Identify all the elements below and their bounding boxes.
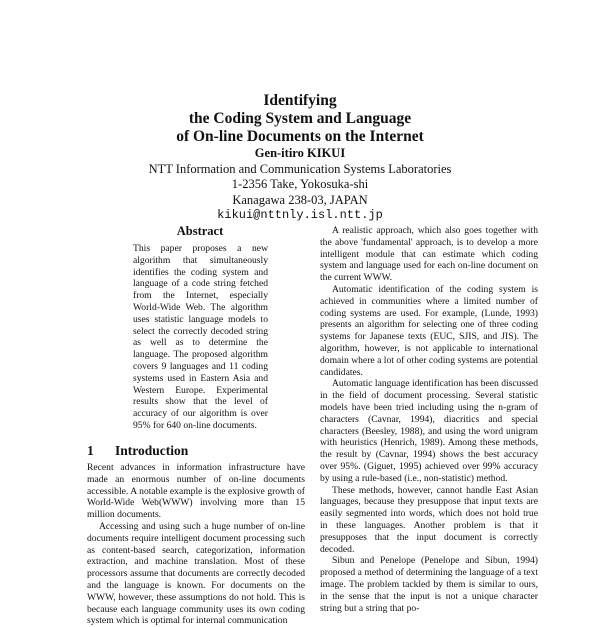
introduction-text — [87, 462, 305, 627]
right-paragraph-4: These methods, however, cannot handle East Asian languages, because they presuppose that input texts are easily segmented into words, which does not hold true in these languages. Another problem is that it presupposes that the input document is correctly decoded. — [320, 484, 538, 555]
author-name: Gen-itiro KIKUI — [254, 146, 346, 160]
right-column-text — [320, 225, 538, 614]
section-title: Introduction — [115, 443, 189, 458]
intro-paragraph-2: Accessing and using such a huge number of on-line documents require intelligent document processing such as content-based search, categorization, information extraction, and machine translation. Most of these processors assume that documents are correctly decoded and the language is known. For documents on the WWW, however, these assumptions do not hold. This is because each language community uses its own coding system which is optimal for internal communication — [87, 520, 305, 627]
right-paragraph-5: Sibun and Penelope (Penelope and Sibun, 1994) proposed a method of determining the language of a text image. The problem tackled by them is similar to ours, in the sense that the input is not a unique character string but a string that po- — [320, 555, 538, 614]
author-affiliation: NTT Information and Communication Systems Laboratories — [148, 161, 452, 176]
intro-paragraph-1: Recent advances in information infrastructure have made an enormous number of on-line documents accessible. A notable example is the explosive growth of World-Wide Web(WWW) involving more than 15 million documents. — [87, 462, 305, 521]
author-address-line-2: Kanagawa 238-03, JAPAN — [232, 192, 368, 207]
right-paragraph-2: Automatic identification of the coding system is achieved in communities where a limited number of coding systems are used. For example, (Lunde, 1993) presents an algorithm for selecting one of three coding systems for Japanese texts (EUC, SJIS, and JIS). The algorithm, however, is not applicable to international domain where a lot of other coding systems are potential candidates. — [320, 283, 538, 378]
paper-title — [0, 92, 600, 146]
right-paragraph-3: Automatic language identification has been discussed in the field of document processing. Several statistic models have been tried including using the n-gram of characters (Cavnar, 1994), diacritics and special characters (Beesley, 1988), and using the word unigram with heuristics (Henrich, 1989). Among these methods, the result by (Cavnar, 1994) shows the best accuracy over 95%. (Giguet, 1995) achieved over 99% accuracy by using a rule-based (i.e., non-statistic) method. — [320, 378, 538, 484]
abstract-body: This paper proposes a new algorithm that simultaneously identifies the coding system and language of a code string fetched from the Internet, especially World-Wide Web. The algorithm uses statistic language models to select the correctly decoded string as well as to determine the language. The proposed algorithm covers 9 languages and 11 coding systems used in Eastern Asia and Western Europe. Experimental results show that the level of accuracy of our algorithm is over 95% for 640 on-line documents. — [133, 243, 268, 431]
abstract-heading: Abstract — [176, 224, 224, 238]
title-line-3: of On-line Documents on the Internet — [176, 128, 424, 145]
section-number: 1 — [87, 443, 94, 458]
right-paragraph-1: A realistic approach, which also goes together with the above 'fundamental' approach, is to develop a more intelligent module that can estimate which coding system and language used for each on-line document on the current WWW. — [320, 225, 538, 284]
title-line-1: Identifying — [263, 92, 337, 109]
author-address-line-1: 1-2356 Take, Yokosuka-shi — [231, 177, 369, 191]
author-email: kikui@nttnly.isl.ntt.jp — [217, 208, 383, 222]
author-block — [0, 146, 600, 224]
title-line-2: the Coding System and Language — [188, 110, 412, 127]
section-heading-introduction — [87, 443, 287, 459]
